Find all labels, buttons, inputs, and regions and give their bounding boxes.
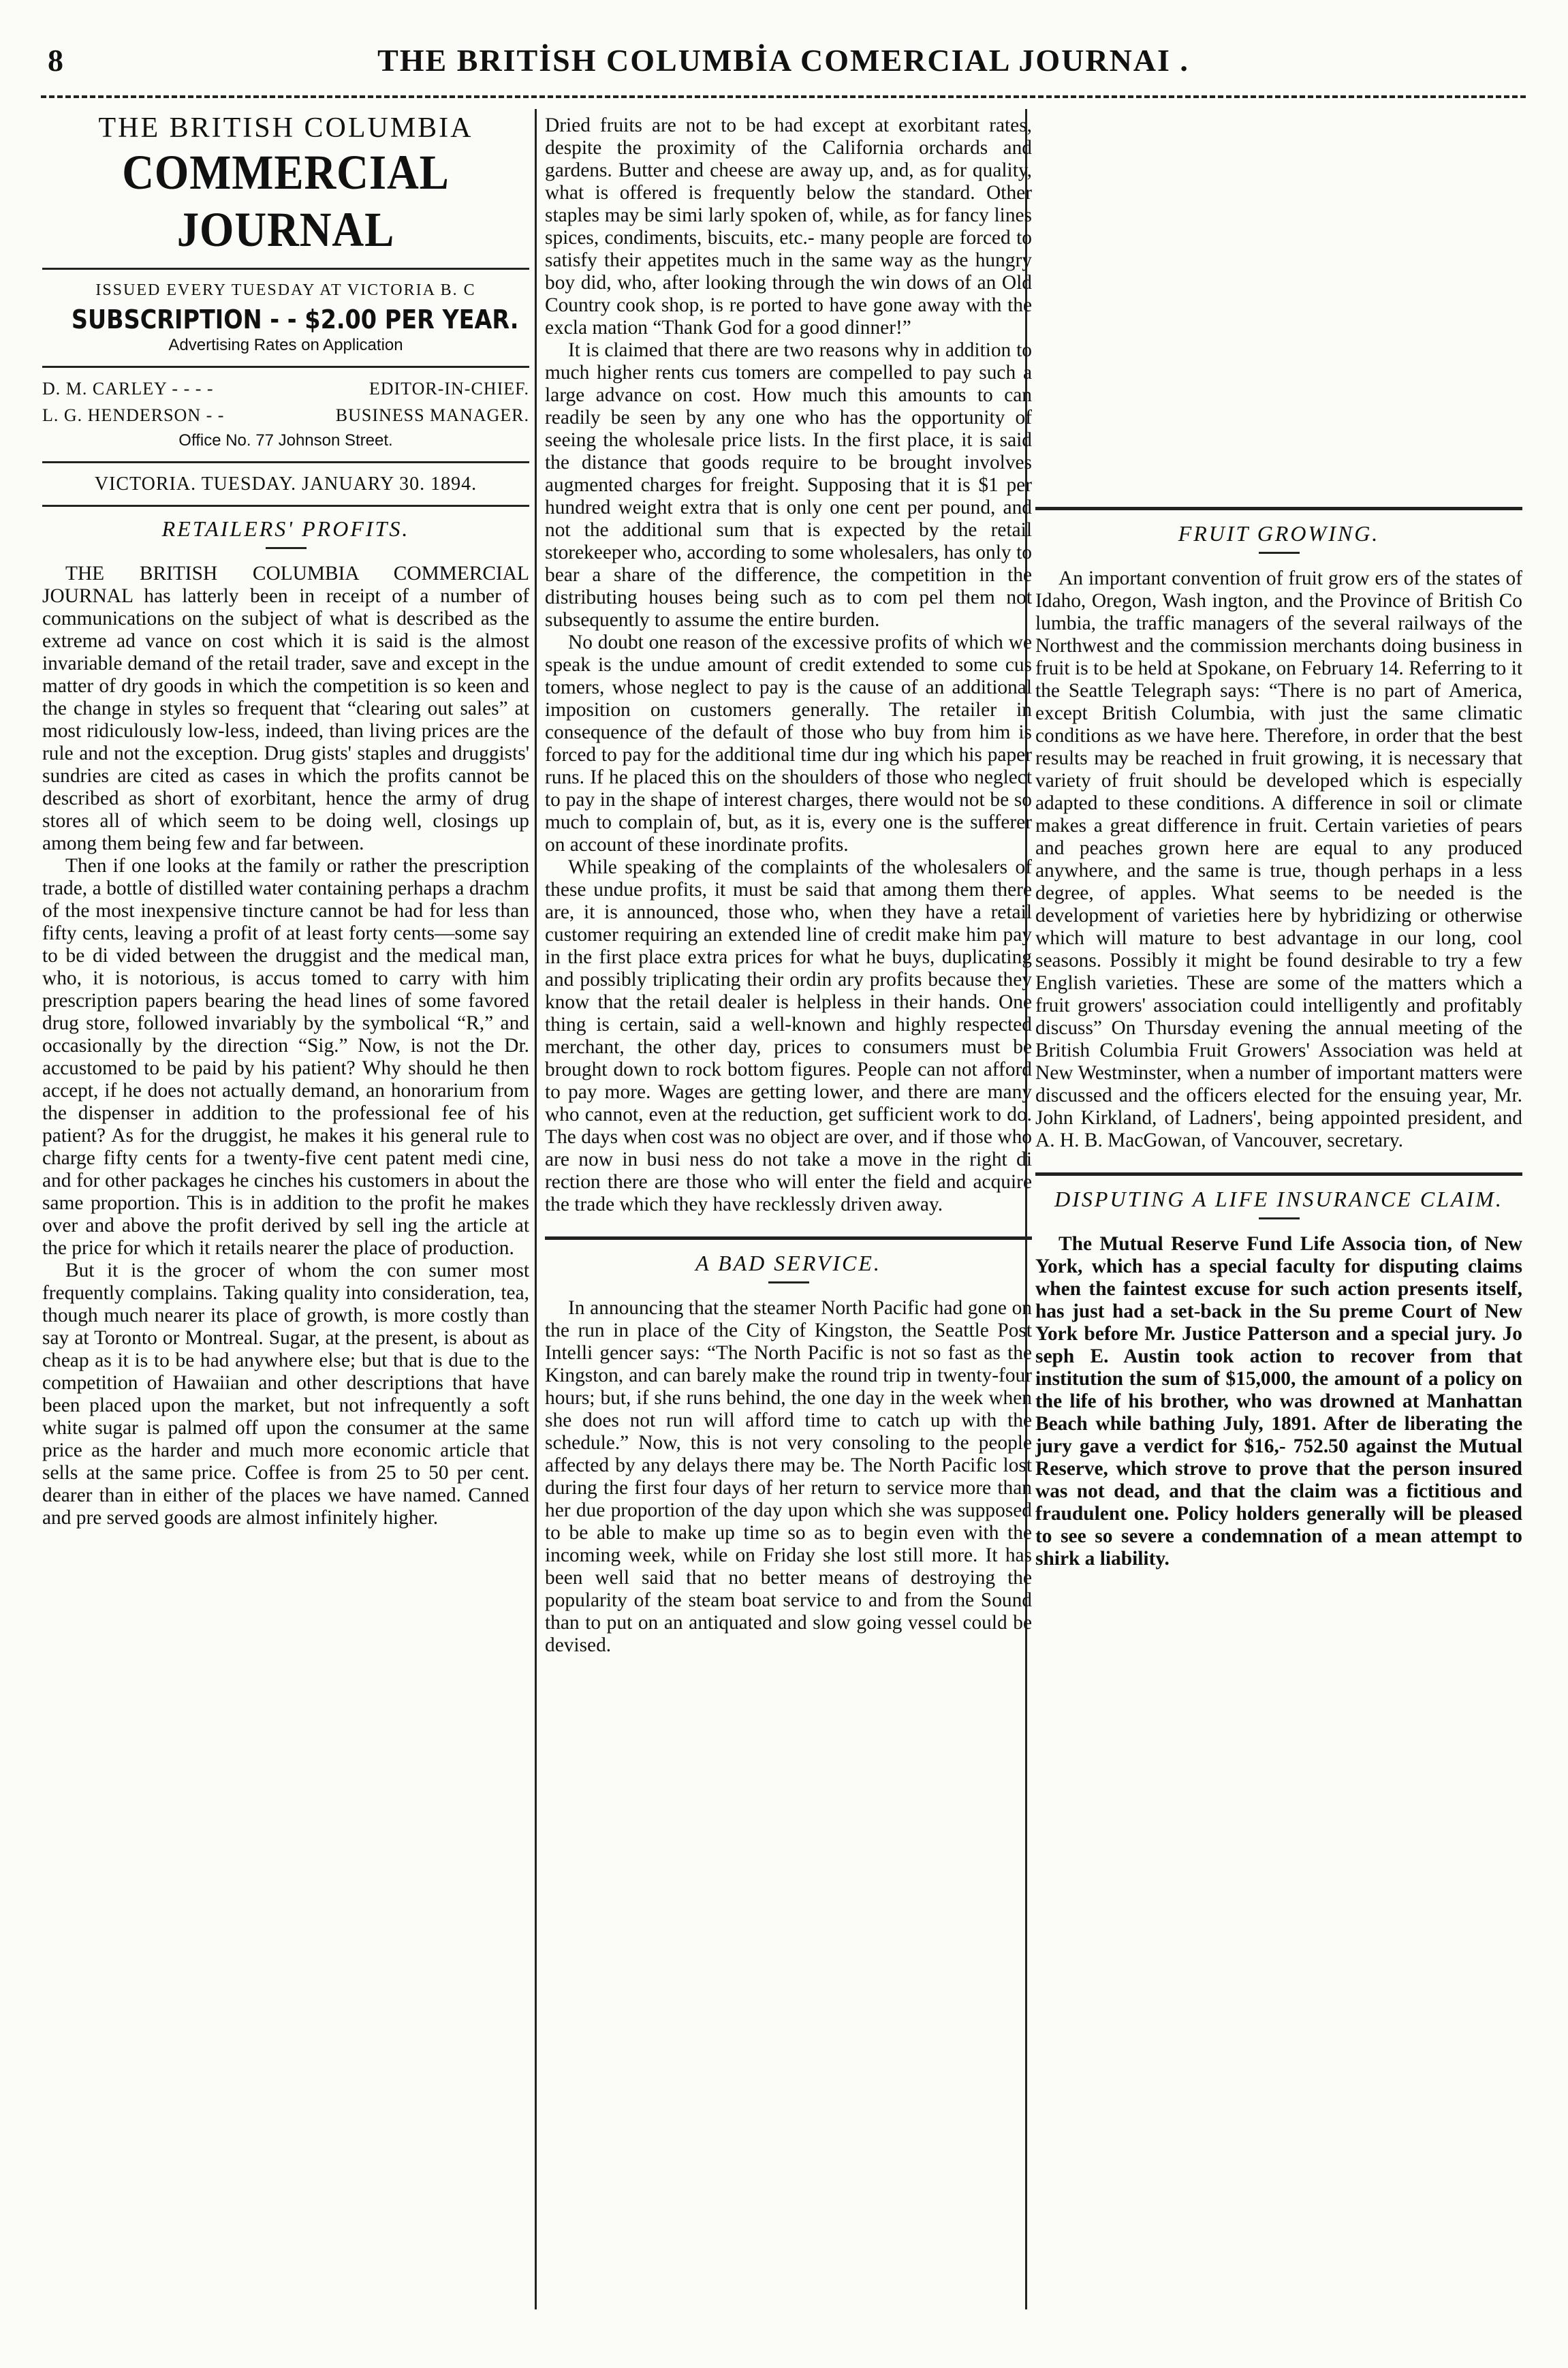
masthead-title: COMMERCIAL JOURNAL [122, 145, 450, 257]
article-paragraph: While speaking of the complaints of the wholesalers of these undue profits, it must be said that among them there are, it is announced, those who, when they have a retail customer requiring an extended line of credit make him pay in the first place extra prices for what he buys, duplicating and possibly triplicating their ordin ary profits because they know that the retail dealer is helpless in their hands. One thing is certain, said a well-known and highly respected merchant, the other day, prices to consumers must be brought down to rock bottom figures. People can not afford to pay more. Wages are getting lower, and there are many who cannot, even at the reduction, get sufficient work to do. The days when cost was no object are over, and if those who are now in busi ness do not take a move in the right di rection there are those who will enter the field and acquire the trade which they have recklessly driven away. [545, 856, 1032, 1215]
divider [42, 505, 529, 507]
page-header [41, 42, 1526, 90]
short-rule [1259, 552, 1300, 554]
subscription-price: SUBSCRIPTION - - $2.00 PER YEAR. [71, 305, 519, 334]
masthead-line1: THE BRITISH COLUMBIA [98, 114, 473, 144]
issued-line: ISSUED EVERY TUESDAY AT VICTORIA B. C [95, 281, 476, 299]
section-divider [545, 1236, 1032, 1240]
editor-title: EDITOR-IN-CHIEF. [369, 379, 529, 399]
short-rule [1259, 1217, 1300, 1219]
divider [42, 366, 529, 368]
divider [42, 268, 529, 270]
column-1 [42, 114, 529, 2308]
short-rule [266, 547, 307, 549]
article-heading-fruit-growing: FRUIT GROWING. [1178, 521, 1380, 546]
running-title: THE BRITİSH COLUMBİA COMERCIAL JOURNAI . [377, 43, 1189, 78]
article-paragraph: It is claimed that there are two reasons why in addition to much higher rents cus tomers are compelled to pay such a large advance on cost. How much this amounts to can readily be seen by any one who has the opportunity of seeing the wholesale price lists. In the first place, it is said the distance that goods require to be brought involves augmented charges for freight. Supposing that it is $1 per hundred weight extra that is only one cent per pound, and not the additional sum that is expected by the retail storekeeper who, according to some wholesalers, has only to bear a share of the difference, the competition in the distributing houses being such as to com pel them not subsequently to assume the entire burden. [545, 339, 1032, 631]
article-paragraph: An important convention of fruit grow ers of the states of Idaho, Oregon, Wash ington, and the Province of British Co lumbia, the traffic managers of the several railways of the Northwest and the commission merchants doing business in fruit is to be held at Spokane, on February 14. Referring to it the Seattle Telegraph says: “There is no part of America, except British Columbia, with just the same climatic conditions as we have here. Therefore, in order that the best results may be reached in fruit growing, it is necessary that variety of fruit should be developed which is especially adapted to these conditions. A difference in soil or climate makes a great difference in fruit. Certain varieties of pears and peaches grown here are equal to any produced anywhere, and the same is true, though perhaps in a less degree, of apples. What seems to be needed is the development of varieties here by hybridizing or otherwise which will mature to best advantage in our long, cool seasons. Possibly it might be found desirable to try a few English varieties. These are some of the matters which a fruit growers' association could intelligently and profitably discuss” On Thursday evening the annual meeting of the British Columbia Fruit Growers' Association was held at New Westminster, when a number of important matters were discussed and the officers elected for the ensuing year, Mr. John Kirkland, of Ladners', being appointed president, and A. H. B. MacGowan, of Vancouver, secretary. [1035, 567, 1522, 1151]
editor-row [42, 377, 529, 400]
dateline: VICTORIA. TUESDAY. JANUARY 30. 1894. [94, 473, 477, 495]
manager-row [42, 404, 529, 426]
article-paragraph: But it is the grocer of whom the con sumer most frequently complains. Taking quality into consideration, tea, though much nearer its place of growth, is more costly than say at Toronto or Montreal. Sugar, at the present, is about as cheap as it is to be had anywhere else; but that is due to the competition of Hawaiian and other descriptions that have been placed upon the market, but not infrequently a soft white sugar is palmed off upon the consumer at the same price as the harder and much more economic article that sells at the same price. Coffee is from 25 to 50 per cent. dearer than in either of the places we have named. Canned and pre served goods are almost infinitely higher. [42, 1260, 529, 1529]
advertising-note: Advertising Rates on Application [168, 336, 403, 354]
column-2 [545, 114, 1032, 2308]
article-paragraph: Then if one looks at the family or rather the prescription trade, a bottle of distilled water containing perhaps a drachm of the most inexpensive tincture cannot be had for less than fifty cents, leaving a profit of at least forty cents—some say to be di vided between the druggist and the medical man, who, it is notorious, is accus tomed to carry with him prescription papers bearing the head lines of some favored drug store, followed invariably by the symbolical “R,” and occasionally by the direction “Sig.” Now, is not the Dr. accustomed to be paid by his patient? Why should he then accept, if he does not actually demand, an honorarium from the dispenser in addition to the professional fee of his patient? As for the druggist, he makes it his general rule to charge fifty cents for a twenty-five cent patent medi cine, and for other packages he cinches his customers in about the same proportion. This is in addition to the profit he makes over and above the profit derived by sell ing the article at the price for which it retails nearer the place of production. [42, 855, 529, 1259]
header-rule [41, 95, 1526, 98]
divider [42, 461, 529, 463]
article-heading-retailers-profits: RETAILERS' PROFITS. [161, 516, 410, 541]
short-rule [768, 1281, 809, 1283]
editor-name: D. M. CARLEY - - - - [42, 379, 214, 399]
page-number: 8 [48, 43, 63, 78]
section-divider [1035, 507, 1522, 510]
column-3 [1035, 114, 1522, 2308]
article-paragraph: Dried fruits are not to be had except at exorbitant rates, despite the proximity of the California orchards and gardens. Butter and cheese are away up, and, as for quality, what is offered is frequently below the standard. Other staples may be simi larly spoken of, while, as for fancy lines spices, condiments, biscuits, etc.- many people are forced to satisfy their appetites much in the same way as the hungry boy did, who, after looking through the win dows of an Old Country cook shop, is re ported to have gone away with the excla mation “Thank God for a good dinner!” [545, 114, 1032, 339]
manager-name: L. G. HENDERSON - - [42, 405, 225, 425]
article-paragraph: The Mutual Reserve Fund Life Associa tion, of New York, which has a special faculty for disputing claims when the faintest excuse for such action presents itself, has just had a set-back in the Su preme Court of New York before Mr. Justice Patterson and a special jury. Jo seph E. Austin took action to recover from that institution the sum of $15,000, the amount of a policy on the life of his brother, who was drowned at Manhattan Beach while bathing July, 1891. After de liberating the jury gave a verdict for $16,- 752.50 against the Mutual Reserve, which strove to prove that the person insured was not dead, and that the claim was a fictitious and fraudulent one. Policy holders generally will be pleased to see so severe a condemnation of a mean attempt to shirk a liability. [1035, 1233, 1522, 1570]
article-paragraph: THE BRITISH COLUMBIA COMMERCIAL JOURNAL has latterly been in receipt of a number of communications on the subject of what is described as the extreme ad vance on cost which it is said is the almost invariable demand of the retail trader, save and except in the matter of dry goods in which the competition is so keen and the change in styles so frequent that “clearing out sales” at most ridiculously low-less, indeed, than living prices are the rule and not the exception. Drug gists' staples and druggists' sundries are cited as cases in which the profits cannot be described as short of exorbitant, hence the army of drug stores all of which seem to be doing well, closings up among them being few and far between. [42, 563, 529, 854]
manager-title: BUSINESS MANAGER. [335, 405, 529, 425]
article-heading-bad-service: A BAD SERVICE. [695, 1251, 881, 1275]
article-paragraph: No doubt one reason of the excessive profits of which we speak is the undue amount of credit extended to some cus tomers, whose neglect to pay is the cause of an additional imposition on customers generally. The retailer in consequence of the default of those who buy from him is forced to pay for the additional time dur ing which his paper runs. If he placed this on the shoulders of those who neglect to pay in the shape of interest charges, there would not be so much to complain of, but, as it is, every one is the sufferer on account of these inordinate profits. [545, 632, 1032, 856]
column-divider [535, 109, 537, 2309]
section-divider [1035, 1172, 1522, 1176]
article-heading-life-insurance: DISPUTING A LIFE INSURANCE CLAIM. [1054, 1187, 1503, 1211]
office-address: Office No. 77 Johnson Street. [178, 431, 393, 450]
article-paragraph: In announcing that the steamer North Pacific had gone on the run in place of the City of Kingston, the Seattle Post Intelli gencer says: “The North Pacific is not so fast as the Kingston, and can barely make the round trip in twenty-four hours; but, if she runs behind, the one day in the week when she does not run will afford time to catch up with the schedule.” Now, this is not very consoling to the people affected by any delays there may be. The North Pacific lost during the first four days of her return to service more than her due proportion of the day upon which she was supposed to be able to make up time so as to begin even with the incoming week, while on Friday she lost still more. It has been well said that no better means of destroying the popularity of the steam boat service to and from the Sound than to put on an antiquated and slow going vessel could be devised. [545, 1297, 1032, 1656]
